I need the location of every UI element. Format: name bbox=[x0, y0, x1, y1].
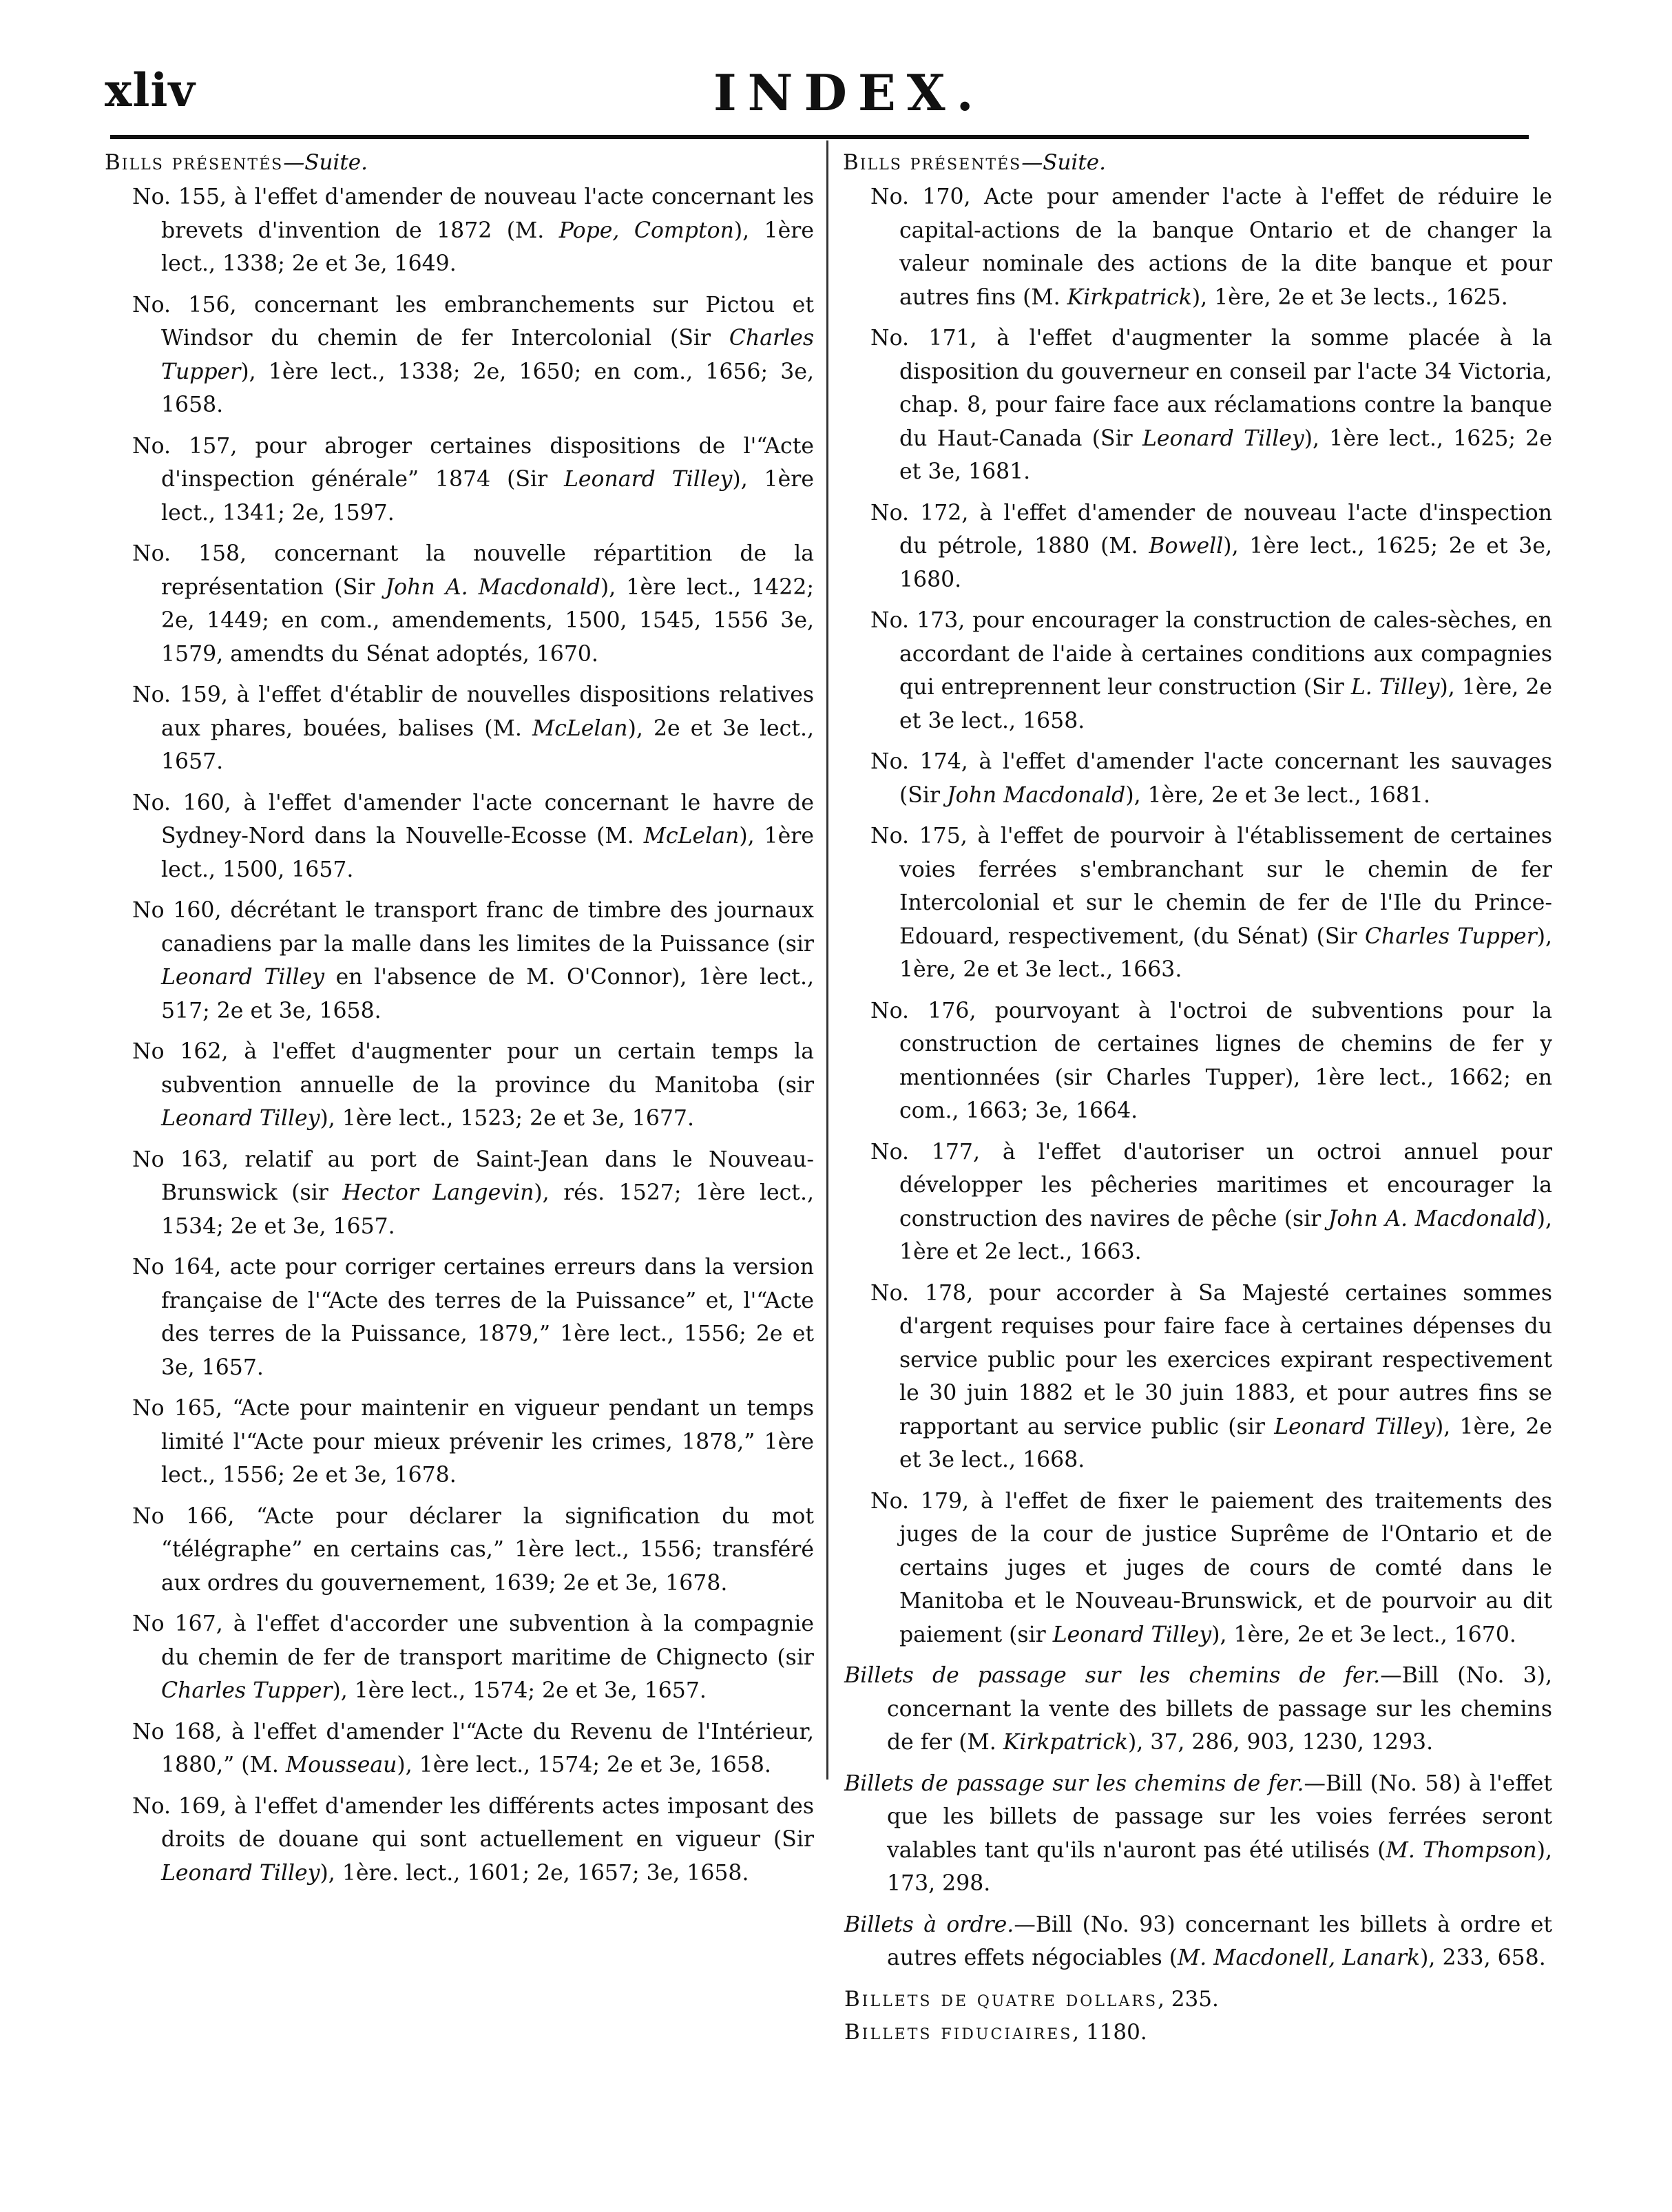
entry-sponsor: Charles Tupper bbox=[1364, 924, 1537, 949]
entry-sponsor: Leonard Tilley bbox=[161, 1860, 320, 1886]
page-number: xliv bbox=[105, 63, 196, 117]
entry-text: No. 171, à l'effet d'augmenter la somme placée à la disposition du gouverneur en conseil par l'acte 34 Victoria, chap. 8, pour faire face aux réclamations contre la banque du Haut-Canada (Sir bbox=[870, 326, 1552, 451]
entry-refs: ), 1ère lect., 1422; 2e, 1449; en com., amendements, 1500, 1545, 1556 3e, 1579, amendts du Sénat adoptés, 1670. bbox=[161, 574, 815, 667]
entry-refs: ), 1ère lect., 1574; 2e et 3e, 1657. bbox=[332, 1678, 707, 1703]
entry-refs: ), 1ère, 2e et 3e lect., 1658. bbox=[899, 675, 1552, 733]
entry-text: No. 179, à l'effet de fixer le paiement des traitements des juges de la cour de justice Suprême de l'Ontario et de certains juges et juges de cours de comté dans le Manitoba et le Nouveau-Brunswick, et de pourvoir au dit paiement (sir bbox=[870, 1488, 1552, 1647]
entry-text: No. 155, à l'effet d'amender de nouveau l'acte concernant les brevets d'invention de 1872 (M. bbox=[132, 185, 814, 243]
index-entry bbox=[843, 604, 1552, 738]
entry-refs: ), 1ère, 2e et 3e lect., 1663. bbox=[899, 924, 1552, 982]
entry-refs: ), 1ère, 2e et 3e lect., 1670. bbox=[1211, 1622, 1516, 1647]
index-entry bbox=[843, 497, 1552, 597]
index-entry bbox=[843, 820, 1552, 987]
sub-entry-text: —Bill (No. 3), concernant la vente des billets de passage sur les chemins de fer (M. bbox=[887, 1663, 1552, 1755]
entry-text: No. 172, à l'effet d'amender de nouveau l'acte d'inspection du pétrole, 1880 (M. bbox=[870, 500, 1552, 559]
index-entry bbox=[843, 322, 1552, 489]
heading-main: Bills présentés bbox=[843, 150, 1022, 175]
page-title: INDEX. bbox=[713, 63, 985, 122]
plain-entry-list bbox=[843, 1983, 1552, 2049]
index-entry bbox=[105, 289, 814, 422]
index-entry bbox=[105, 430, 814, 530]
column-divider bbox=[826, 140, 828, 1780]
entry-sponsor: John Macdonald bbox=[947, 782, 1126, 808]
entry-sponsor: Pope, Compton bbox=[558, 218, 734, 243]
entry-text: No. 157, pour abroger certaines dispositions de l'“Acte d'inspection générale” 1874 (Sir bbox=[132, 433, 814, 492]
sub-entry-topic: Billets à ordre. bbox=[844, 1912, 1014, 1937]
sub-entry-topic: Billets de passage sur les chemins de fer. bbox=[844, 1663, 1381, 1688]
index-entry bbox=[843, 180, 1552, 314]
column-heading bbox=[105, 146, 814, 179]
entry-refs: en l'absence de M. O'Connor), 1ère lect., 517; 2e et 3e, 1658. bbox=[161, 965, 814, 1023]
heading-main: Bills présentés bbox=[105, 150, 284, 175]
entry-refs: ), 1ère lect., 1338; 2e et 3e, 1649. bbox=[161, 218, 814, 276]
entry-sponsor: Charles Tupper bbox=[161, 326, 814, 384]
entry-sponsor: Hector Langevin bbox=[342, 1180, 534, 1205]
entry-text: No 162, à l'effet d'augmenter pour un certain temps la subvention annuelle de la province du Manitoba (sir bbox=[132, 1039, 814, 1098]
entry-sponsor: Leonard Tilley bbox=[564, 467, 733, 492]
index-entry bbox=[105, 678, 814, 779]
index-entry bbox=[105, 1790, 814, 1890]
entry-text: No. 176, pourvoyant à l'octroi de subventions pour la construction de certaines lignes de chemins de fer y mentionnées (sir Charles Tupper), 1ère lect., 1662; en com., 1663; 3e, 1664. bbox=[870, 998, 1552, 1123]
entry-refs: ), 1ère lect., 1341; 2e, 1597. bbox=[161, 467, 815, 525]
sub-entry-list bbox=[843, 1659, 1552, 1975]
entry-text: No. 175, à l'effet de pourvoir à l'établissement de certaines voies ferrées s'embranchant sur le chemin de fer Intercolonial et sur le chemin de fer de l'Ile du Prince-Edouard, respectivement, (du Sénat) (Sir bbox=[870, 824, 1552, 949]
entry-refs: ), rés. 1527; 1ère lect., 1534; 2e et 3e, 1657. bbox=[161, 1180, 814, 1239]
entry-text: No 160, décrétant le transport franc de timbre des journaux canadiens par la malle dans les limites de la Puissance (sir bbox=[132, 898, 814, 957]
index-entry bbox=[843, 1277, 1552, 1477]
entry-refs: ), 1ère, 2e et 3e lect., 1668. bbox=[899, 1414, 1552, 1472]
index-entry bbox=[105, 1143, 814, 1244]
sub-entry-text: —Bill (No. 58) à l'effet que les billets de passage sur les voies ferrées seront valables tant qu'ils n'auront pas été utilisés ( bbox=[887, 1771, 1552, 1863]
heading-suffix: —Suite. bbox=[1021, 150, 1107, 175]
entry-sponsor: Kirkpatrick bbox=[1067, 284, 1192, 310]
entry-text: No 166, “Acte pour déclarer la signification du mot “télégraphe” en certains cas,” 1ère lect., 1556; transféré aux ordres du gouvernement, 1639; 2e et 3e, 1678. bbox=[132, 1503, 814, 1596]
entry-refs: ), 1ère lect., 1500, 1657. bbox=[161, 824, 814, 882]
entry-sponsor: John A. Macdonald bbox=[1328, 1206, 1537, 1231]
index-entry bbox=[105, 786, 814, 887]
index-entry bbox=[843, 1136, 1552, 1269]
entry-refs: ), 1ère lect., 1625; 2e et 3e, 1680. bbox=[899, 534, 1552, 592]
entry-refs: ), 1ère lect., 1625; 2e et 3e, 1681. bbox=[899, 426, 1552, 484]
left-column bbox=[105, 146, 814, 1897]
index-entry bbox=[843, 745, 1552, 812]
entry-text: No. 170, Acte pour amender l'acte à l'effet de réduire le capital-actions de la banque Ontario et de changer la valeur nominale des actions de la dite banque et pour autres fins (M. bbox=[870, 185, 1552, 310]
entry-refs: ), 1ère lect., 1338; 2e, 1650; en com., 1656; 3e, 1658. bbox=[161, 359, 814, 417]
index-entry bbox=[105, 1392, 814, 1492]
entry-refs: ), 1ère lect., 1523; 2e et 3e, 1677. bbox=[320, 1106, 694, 1131]
plain-entry-label: Billets fiduciaires bbox=[844, 2019, 1073, 2045]
entry-sponsor: McLelan bbox=[643, 824, 740, 848]
entry-text: No 163, relatif au port de Saint-Jean dans le Nouveau-Brunswick (sir bbox=[132, 1147, 814, 1205]
entry-text: No. 158, concernant la nouvelle répartition de la représentation (Sir bbox=[132, 541, 814, 600]
index-entry bbox=[843, 994, 1552, 1128]
entry-refs: ), 1ère lect., 1574; 2e et 3e, 1658. bbox=[397, 1753, 771, 1777]
index-entry bbox=[105, 1715, 814, 1782]
entry-sponsor: Leonard Tilley bbox=[1274, 1414, 1435, 1439]
entry-sponsor: John A. Macdonald bbox=[385, 574, 600, 600]
entry-text: No. 160, à l'effet d'amender l'acte concernant le havre de Sydney-Nord dans la Nouvelle-Ecosse (M. bbox=[132, 790, 814, 848]
entry-refs: ), 2e et 3e lect., 1657. bbox=[161, 716, 815, 774]
entry-text: No 164, acte pour corriger certaines erreurs dans la version française de l'“Acte des terres de la Puissance” et, l'“Acte des terres de la Puissance, 1879,” 1ère lect., 1556; 2e et 3e, 1657. bbox=[132, 1255, 814, 1380]
entry-sponsor: McLelan bbox=[532, 716, 628, 741]
index-sub-entry bbox=[843, 1659, 1552, 1760]
index-entry bbox=[105, 1251, 814, 1384]
index-plain-entry bbox=[843, 2016, 1552, 2049]
index-entry bbox=[843, 1485, 1552, 1652]
entry-text: No. 169, à l'effet d'amender les différents actes imposant des droits de douane qui sont actuellement en vigueur (Sir bbox=[132, 1793, 814, 1852]
index-entry bbox=[105, 180, 814, 281]
index-entry bbox=[105, 1500, 814, 1600]
entry-sponsor: Mousseau bbox=[285, 1753, 397, 1777]
entry-refs: ), 1ère et 2e lect., 1663. bbox=[899, 1206, 1552, 1264]
sub-entry-sponsor: M. Macdonell, Lanark bbox=[1178, 1945, 1421, 1970]
entry-text: No 168, à l'effet d'amender l'“Acte du Revenu de l'Intérieur, 1880,” (M. bbox=[132, 1719, 814, 1777]
plain-entry-refs: , 1180. bbox=[1072, 2019, 1147, 2045]
index-entry bbox=[105, 537, 814, 671]
entry-sponsor: L. Tilley bbox=[1350, 675, 1440, 700]
entry-sponsor: Leonard Tilley bbox=[1052, 1622, 1212, 1647]
header-rule bbox=[110, 135, 1529, 139]
entry-text: No. 159, à l'effet d'établir de nouvelles dispositions relatives aux phares, bouées, balises (M. bbox=[132, 682, 814, 741]
entry-refs: ), 1ère. lect., 1601; 2e, 1657; 3e, 1658. bbox=[320, 1860, 749, 1886]
entry-text: No. 173, pour encourager la construction de cales-sèches, en accordant de l'aide à certaines conditions aux compagnies qui entreprennent leur construction (Sir bbox=[870, 608, 1552, 700]
sub-entry-text: —Bill (No. 93) concernant les billets à ordre et autres effets négociables ( bbox=[887, 1912, 1552, 1970]
right-column bbox=[843, 146, 1552, 2049]
heading-suffix: —Suite. bbox=[283, 150, 368, 175]
entry-sponsor: Charles Tupper bbox=[161, 1678, 333, 1703]
plain-entry-refs: , 235. bbox=[1158, 1986, 1219, 2012]
index-entry bbox=[105, 1607, 814, 1708]
entry-text: No. 178, pour accorder à Sa Majesté certaines sommes d'argent requises pour faire face à certaines dépenses du service public pour les exercices expirant respectivement le 30 juin 1882 et le 30 juin 1883, et pour autres fins se rapportant au service public (sir bbox=[870, 1280, 1552, 1439]
entry-sponsor: Bowell bbox=[1149, 534, 1224, 559]
column-heading bbox=[843, 146, 1552, 179]
entry-text: No 165, “Acte pour maintenir en vigueur pendant un temps limité l'“Acte pour mieux prévenir les crimes, 1878,” 1ère lect., 1556; 2e et 3e, 1678. bbox=[132, 1396, 814, 1488]
index-plain-entry bbox=[843, 1983, 1552, 2016]
entry-refs: ), 1ère, 2e et 3e lect., 1681. bbox=[1125, 782, 1430, 808]
entry-sponsor: Leonard Tilley bbox=[161, 965, 325, 990]
sub-entry-refs: ), 173, 298. bbox=[887, 1837, 1553, 1896]
entry-text: No. 174, à l'effet d'amender l'acte concernant les sauvages (Sir bbox=[870, 749, 1552, 808]
entry-text: No. 177, à l'effet d'autoriser un octroi annuel pour développer les pêcheries maritimes et encourager la construction des navires de pêche (sir bbox=[870, 1139, 1552, 1231]
entry-text: No. 156, concernant les embranchements sur Pictou et Windsor du chemin de fer Intercolonial (Sir bbox=[132, 292, 814, 351]
plain-entry-label: Billets de quatre dollars bbox=[844, 1986, 1158, 2012]
entry-sponsor: Leonard Tilley bbox=[161, 1106, 320, 1131]
entry-list bbox=[105, 180, 814, 1890]
index-sub-entry bbox=[843, 1767, 1552, 1901]
index-sub-entry bbox=[843, 1908, 1552, 1975]
sub-entry-refs: ), 233, 658. bbox=[1420, 1945, 1546, 1970]
sub-entry-topic: Billets de passage sur les chemins de fer. bbox=[844, 1771, 1304, 1796]
sub-entry-refs: ), 37, 286, 903, 1230, 1293. bbox=[1127, 1730, 1434, 1755]
sub-entry-sponsor: M. Thompson bbox=[1386, 1837, 1537, 1863]
entry-refs: ), 1ère, 2e et 3e lects., 1625. bbox=[1191, 284, 1508, 310]
entry-text: No 167, à l'effet d'accorder une subvention à la compagnie du chemin de fer de transport maritime de Chignecto (sir bbox=[132, 1611, 814, 1670]
sub-entry-sponsor: Kirkpatrick bbox=[1003, 1730, 1128, 1755]
index-entry bbox=[105, 894, 814, 1027]
entry-sponsor: Leonard Tilley bbox=[1142, 426, 1304, 451]
index-entry bbox=[105, 1035, 814, 1136]
entry-list bbox=[843, 180, 1552, 1651]
